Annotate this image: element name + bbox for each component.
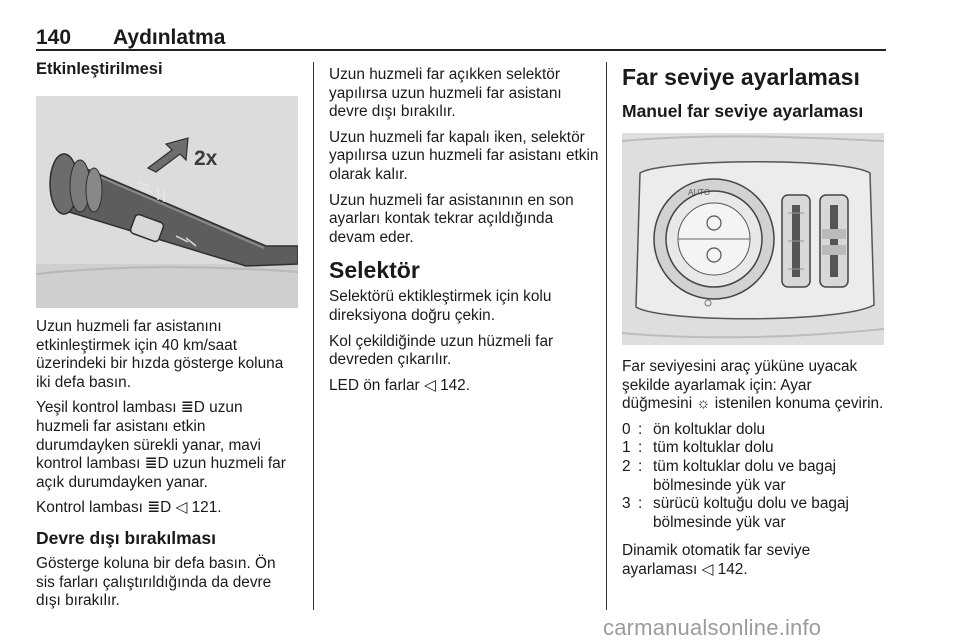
leveling-dial-illustration bbox=[622, 133, 884, 345]
list-item-text: ön koltuklar dolu bbox=[653, 420, 766, 438]
column-middle bbox=[329, 66, 599, 402]
list-item-separator: : bbox=[638, 495, 643, 513]
leveling-paragraph-2: Dinamik otomatik far seviye ayarlaması ◁ 142. bbox=[622, 542, 811, 578]
activation-paragraph-1: Uzun huzmeli far asistanını etkinleştirmek için 40 km/saat üzerindeki bir hızda gösterge koluna iki defa basın. bbox=[36, 318, 284, 391]
load-level-list bbox=[622, 421, 886, 533]
press-count-label: 2x bbox=[194, 147, 218, 170]
section-heading-selector: Selektör bbox=[329, 257, 420, 284]
deactivation-paragraph: Gösterge koluna bir defa basın. Ön sis farları çalıştırıldığında da devre dışı bırakılır. bbox=[36, 554, 276, 610]
list-item bbox=[622, 495, 886, 532]
column-divider-left bbox=[313, 62, 314, 610]
selector-paragraph-6: LED ön farlar ◁ 142. bbox=[329, 376, 471, 394]
section-subheading-manual-leveling: Manuel far seviye ayarlaması bbox=[622, 101, 864, 121]
selector-paragraph-4: Selektörü ektikleştirmek için kolu direksiyona doğru çekin. bbox=[329, 288, 552, 324]
stalk-figure bbox=[36, 96, 298, 308]
list-item bbox=[622, 421, 886, 440]
list-item bbox=[622, 439, 886, 458]
chapter-title: Aydınlatma bbox=[113, 26, 226, 49]
stalk-illustration bbox=[36, 96, 298, 308]
list-item-text: tüm koltuklar dolu ve bagaj bölmesinde yük var bbox=[653, 457, 837, 494]
list-item-key: 3 bbox=[622, 495, 631, 513]
watermark: carmanualsonline.info bbox=[603, 615, 822, 640]
list-item-separator: : bbox=[638, 439, 643, 457]
list-item-text: tüm koltuklar dolu bbox=[653, 439, 774, 457]
column-divider-right bbox=[606, 62, 607, 610]
activation-paragraph-2: Yeşil kontrol lambası ≣D uzun huzmeli far asistanı etkin durumdayken sürekli yanar, mavi kontrol lambası ≣D uzun huzmeli far açık durumdayken yanar. bbox=[36, 399, 286, 491]
list-item-key: 1 bbox=[622, 439, 631, 457]
header-rule bbox=[36, 49, 886, 51]
section-heading-deactivation: Devre dışı bırakılması bbox=[36, 527, 216, 548]
leveling-dial-figure bbox=[622, 133, 884, 345]
list-item bbox=[622, 458, 886, 495]
list-item-key: 2 bbox=[622, 457, 631, 475]
page-number: 140 bbox=[36, 26, 72, 49]
list-item-text: sürücü koltuğu dolu ve bagaj bölmesinde yük var bbox=[653, 495, 849, 531]
column-left bbox=[36, 60, 302, 79]
dial-auto-label: AUTO bbox=[688, 188, 711, 197]
selector-paragraph-1: Uzun huzmeli far açıkken selektör yapılırsa uzun huzmeli far asistanı devre dışı bırakılır. bbox=[329, 66, 562, 121]
selector-paragraph-2: Uzun huzmeli far kapalı iken, selektör yapılırsa uzun huzmeli far asistanı etkin olarak kalır. bbox=[329, 128, 599, 183]
activation-paragraph-3: Kontrol lambası ≣D ◁ 121. bbox=[36, 499, 222, 517]
selector-paragraph-5: Kol çekildiğinde uzun hüzmeli far devreden çıkarılır. bbox=[329, 332, 554, 369]
section-heading-leveling: Far seviye ayarlaması bbox=[622, 64, 860, 90]
column-left-body bbox=[36, 318, 298, 618]
section-heading-activation: Etkinleştirilmesi bbox=[36, 60, 163, 78]
selector-paragraph-3: Uzun huzmeli far asistanının en son ayarları kontak tekrar açıldığında devam eder. bbox=[329, 191, 574, 246]
list-item-separator: : bbox=[638, 420, 643, 438]
leveling-paragraph-1: Far seviyesini araç yüküne uyacak şekilde ayarlamak için: Ayar düğmesini ☼ istenilen konuma çevirin. bbox=[622, 358, 884, 413]
column-right bbox=[622, 64, 886, 122]
list-item-separator: : bbox=[638, 457, 643, 475]
list-item-key: 0 bbox=[622, 420, 631, 438]
column-right-body bbox=[622, 358, 886, 587]
